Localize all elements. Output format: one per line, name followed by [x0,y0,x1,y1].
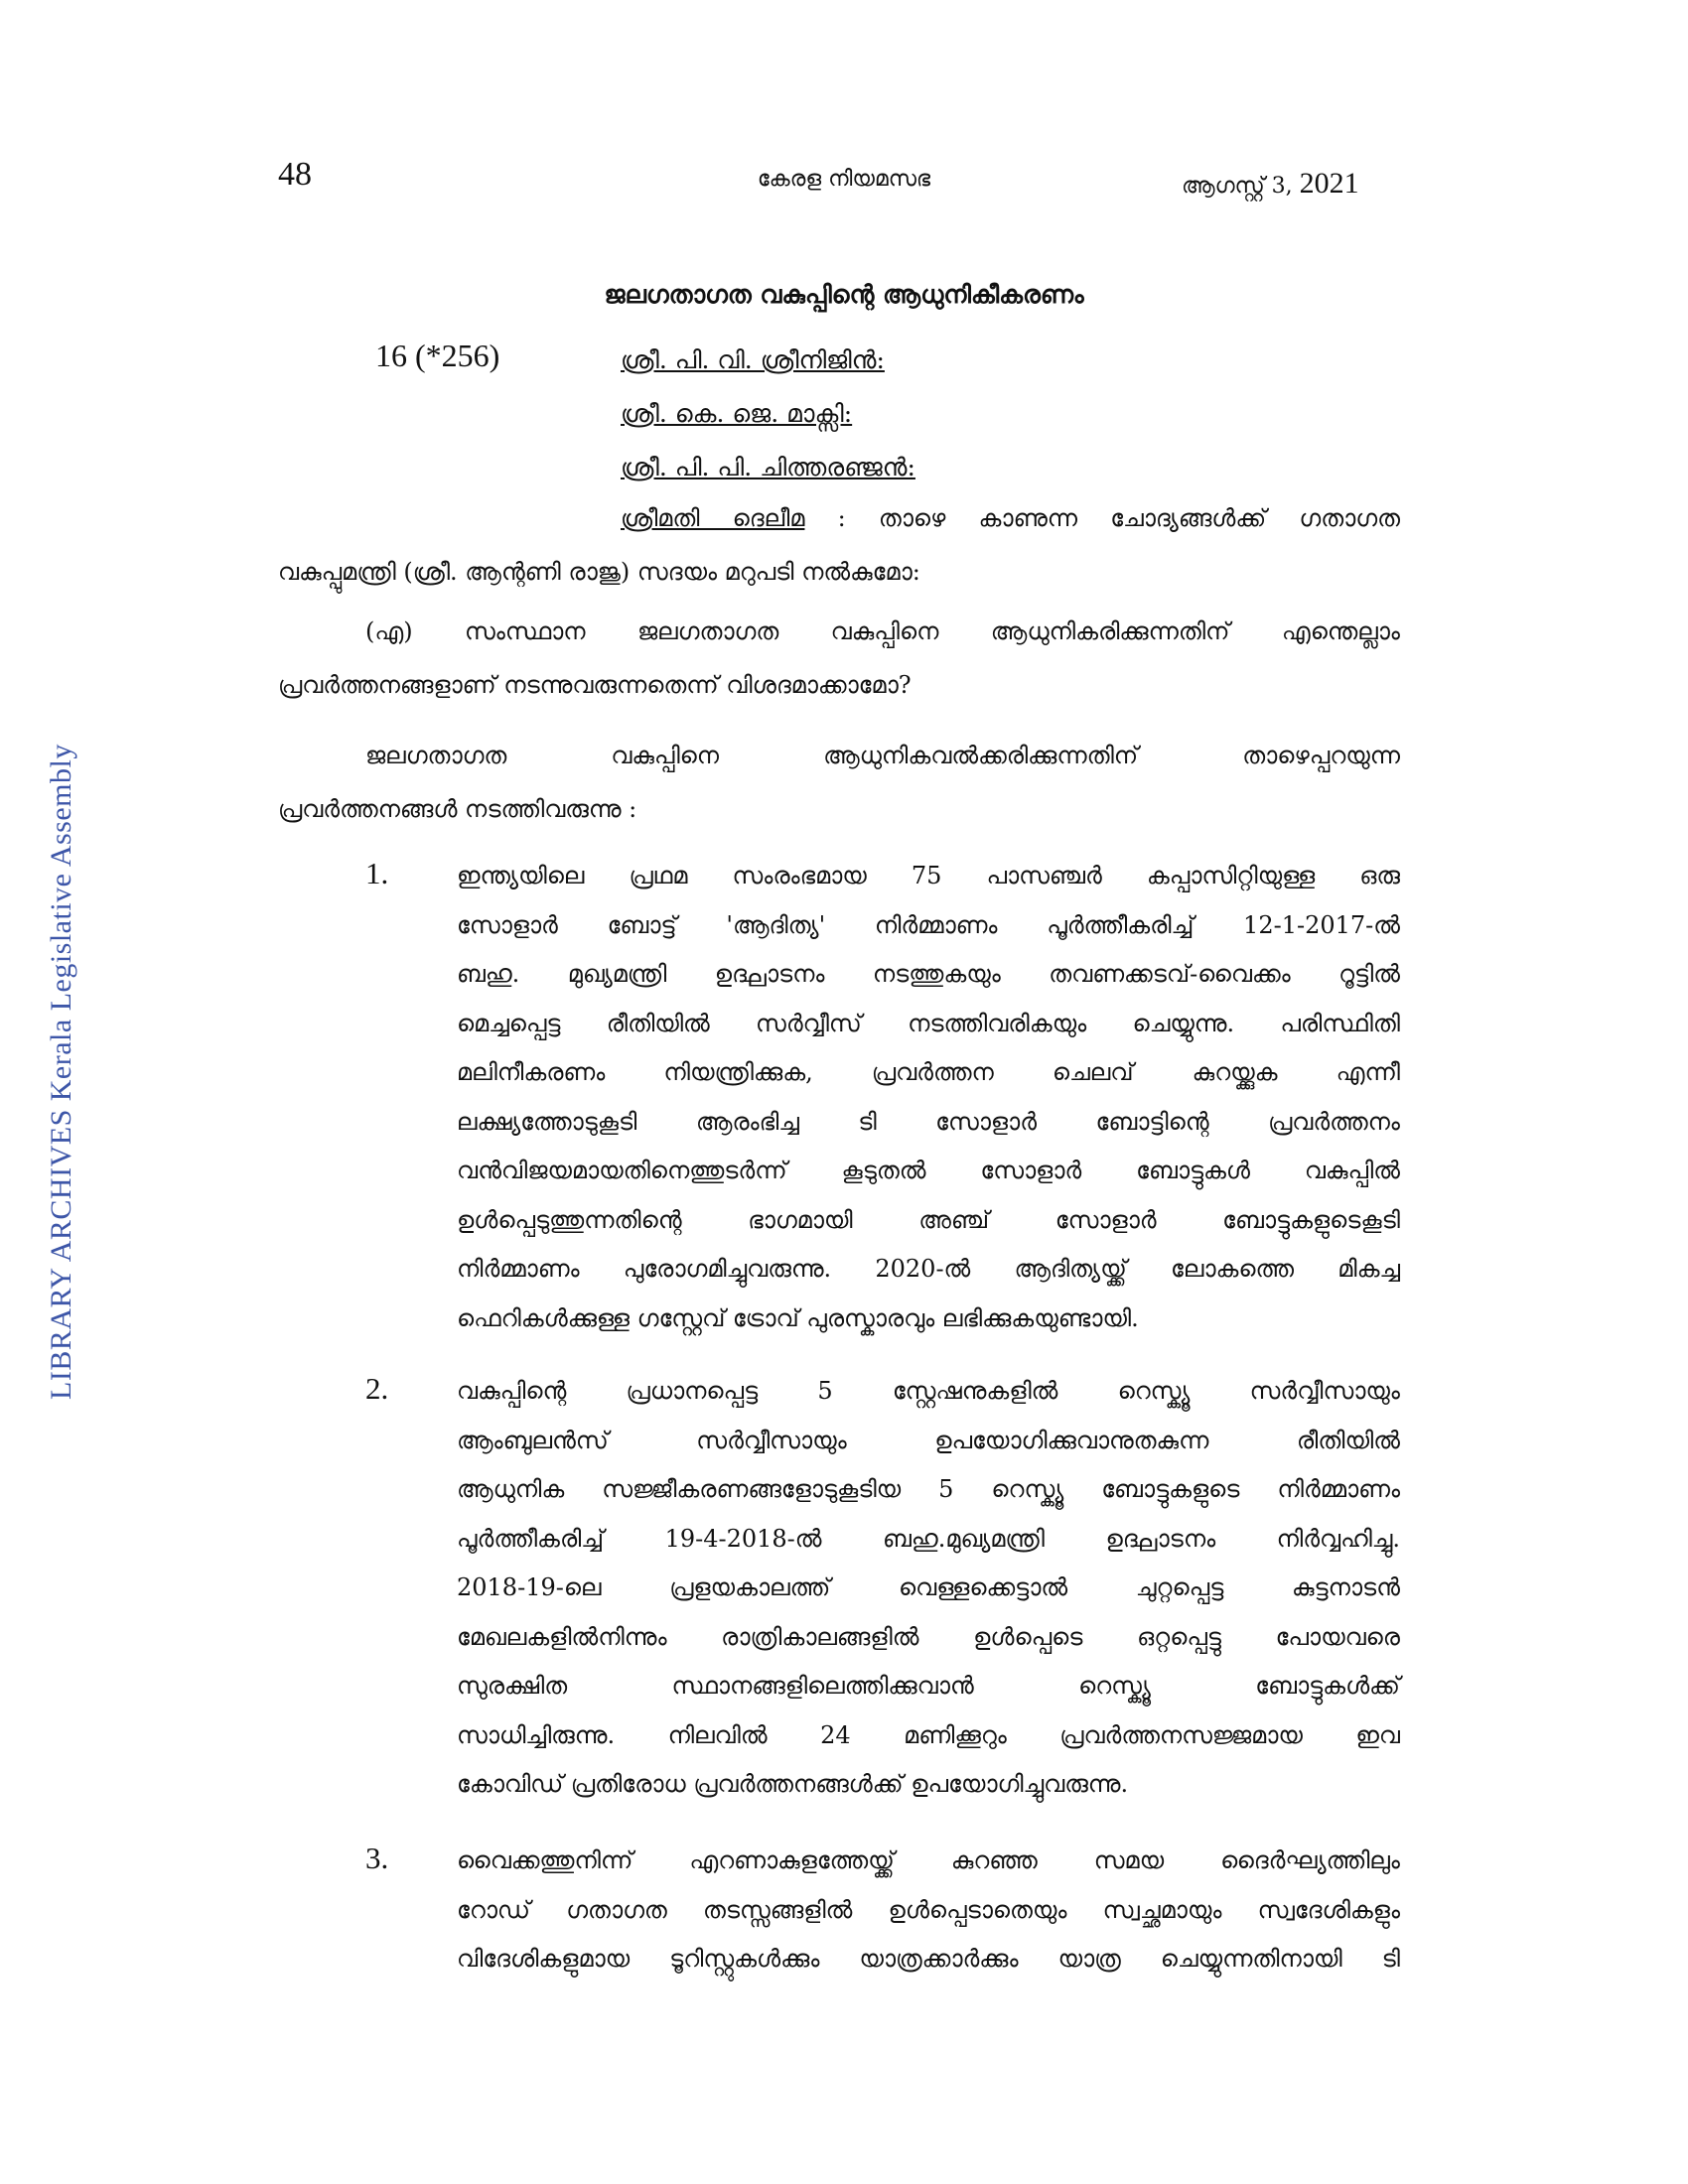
question-intro-line [621,504,1400,532]
date-text: ആഗസ്റ്റ് 3, [1182,174,1293,199]
list-item-line: സാധിച്ചിരുന്നു. നിലവിൽ 24 മണിക്കൂറും പ്രവർത്തനസജ്ജമായ ഇവ [457,1720,1400,1749]
list-item-line: വൈക്കത്തുനിന്ന് എറണാകുളത്തേയ്ക്ക് കുറഞ്ഞ സമയ ദൈർഘ്യത്തിലും [457,1846,1400,1874]
answer-intro: ജലഗതാഗത വകുപ്പിനെ ആധുനികവൽക്കരിക്കുന്നതിന് താഴെപ്പറയുന്ന [365,742,1400,769]
list-item-line: മേഖലകളിൽനിന്നും രാത്രികാലങ്ങളിൽ ഉൾപ്പെടെ ഒറ്റപ്പെട്ടു പോയവരെ [457,1622,1400,1651]
list-item-line: റോഡ് ഗതാഗത തടസ്സങ്ങളിൽ ഉൾപ്പെടാതെയും സ്വച്ഛമായും സ്വദേശികളും [457,1895,1400,1924]
question-part-a: പ്രവർത്തനങ്ങളാണ് നടന്നുവരുന്നതെന്ന് വിശദമാക്കാമോ? [278,671,912,699]
list-item-number: 1. [365,856,389,890]
running-title: കേരള നിയമസഭ [757,167,931,192]
list-item-line: ലക്ഷ്യത്തോടുകൂടി ആരംഭിച്ച ടി സോളാർ ബോട്ടിന്റെ പ്രവർത്തനം [457,1107,1400,1136]
answer-intro: പ്രവർത്തനങ്ങൾ നടത്തിവരുന്നു : [278,795,637,823]
list-item-line: വിദേശികളുമായ ടൂറിസ്റ്റുകൾക്കും യാത്രക്കാർക്കും യാത്ര ചെയ്യുന്നതിനായി ടി [457,1945,1400,1973]
question-part-a: (എ) സംസ്ഥാന ജലഗതാഗത വകുപ്പിനെ ആധുനികരിക്കുന്നതിന് എന്തെല്ലാം [365,617,1400,645]
list-item-line: ആധുനിക സജ്ജീകരണങ്ങളോടുകൂടിയ 5 റെസ്ക്യൂ ബോട്ടുകളുടെ നിർമ്മാണം [457,1475,1400,1503]
list-item-line: ഇന്ത്യയിലെ പ്രഥമ സംരംഭമായ 75 പാസഞ്ചർ കപ്പാസിറ്റിയുള്ള ഒരു [457,862,1400,889]
list-item-line: ഫെറികൾക്കുള്ള ഗസ്റ്റേവ് ട്രോവ് പുരസ്കാരവും ലഭിക്കുകയുണ്ടായി. [457,1303,1139,1332]
list-item-line: സോളാർ ബോട്ട് 'ആദിത്യ' നിർമ്മാണം പൂർത്തീകരിച്ച് 12-1-2017-ൽ [457,910,1400,939]
list-item-line: ഉൾപ്പെടുത്തുന്നതിന്റെ ഭാഗമായി അഞ്ച് സോളാർ ബോട്ടുകളുടെകൂടി [457,1205,1400,1234]
list-item-line: സുരക്ഷിത സ്ഥാനങ്ങളിലെത്തിക്കുവാൻ റെസ്ക്യൂ ബോട്ടുകൾക്ക് [457,1672,1400,1700]
intro-text: : താഴെ കാണുന്ന ചോദ്യങ്ങൾക്ക് ഗതാഗത [837,504,1400,532]
list-item-number: 3. [365,1841,389,1875]
member-name: ശ്രീ. പി. പി. ചിത്തരഞ്ജൻ: [621,453,915,481]
list-item-line: 2018-19-ലെ പ്രളയകാലത്ത് വെള്ളക്കെട്ടാൽ ചുറ്റപ്പെട്ട കുട്ടനാടൻ [457,1573,1400,1601]
list-item-line: മെച്ചപ്പെട്ട രീതിയിൽ സർവ്വീസ് നടത്തിവരികയും ചെയ്യുന്നു. പരിസ്ഥിതി [457,1009,1400,1037]
list-item-line: ബഹു. മുഖ്യമന്ത്രി ഉദ്ഘാടനം നടത്തുകയും തവണക്കടവ്-വൈക്കം റൂട്ടിൽ [457,960,1400,988]
member-name: ശ്രീ. പി. വി. ശ്രീനിജിൻ: [621,345,885,374]
list-item-line: നിർമ്മാണം പുരോഗമിച്ചുവരുന്നു. 2020-ൽ ആദിത്യയ്ക്ക് ലോകത്തെ മികച്ച [457,1255,1400,1283]
member-name: ശ്രീമതി ദെലീമ [621,504,805,532]
list-item-line: കോവിഡ് പ്രതിരോധ പ്രവർത്തനങ്ങൾക്ക് ഉപയോഗിച്ചുവരുന്നു. [457,1770,1129,1798]
list-item-line: മലിനീകരണം നിയന്ത്രിക്കുക, പ്രവർത്തന ചെലവ് കുറയ്ക്കുക എന്നീ [457,1058,1400,1086]
archive-watermark: LIBRARY ARCHIVES Kerala Legislative Assembly [45,744,77,1400]
date-year: 2021 [1299,167,1359,200]
list-item-line: വൻവിജയമായതിനെത്തുടർന്ന് കൂടുതൽ സോളാർ ബോട്ടുകൾ വകുപ്പിൽ [457,1157,1400,1184]
question-number: 16 (*256) [375,338,500,373]
list-item-line: വകുപ്പിന്റെ പ്രധാനപ്പെട്ട 5 സ്റ്റേഷനുകളിൽ റെസ്ക്യൂ സർവ്വീസായും [457,1377,1400,1405]
list-item-line: പൂർത്തീകരിച്ച് 19-4-2018-ൽ ബഹു.മുഖ്യമന്ത്രി ഉദ്ഘാടനം നിർവ്വഹിച്ചു. [457,1524,1400,1553]
page-number: 48 [278,156,312,193]
member-name: ശ്രീ. കെ. ജെ. മാക്സി: [621,399,853,428]
question-intro-line: വകുപ്പുമന്ത്രി (ശ്രീ. ആന്റണി രാജു) സദയം മറുപടി നൽകുമോ: [278,558,920,586]
list-item-line: ആംബുലൻസ് സർവ്വീസായും ഉപയോഗിക്കുവാനുതകുന്ന രീതിയിൽ [457,1426,1400,1454]
list-item-number: 2. [365,1371,389,1406]
question-heading: ജലഗതാഗത വകുപ്പിന്റെ ആധുനികീകരണം [604,280,1084,309]
page-date [1182,167,1359,201]
